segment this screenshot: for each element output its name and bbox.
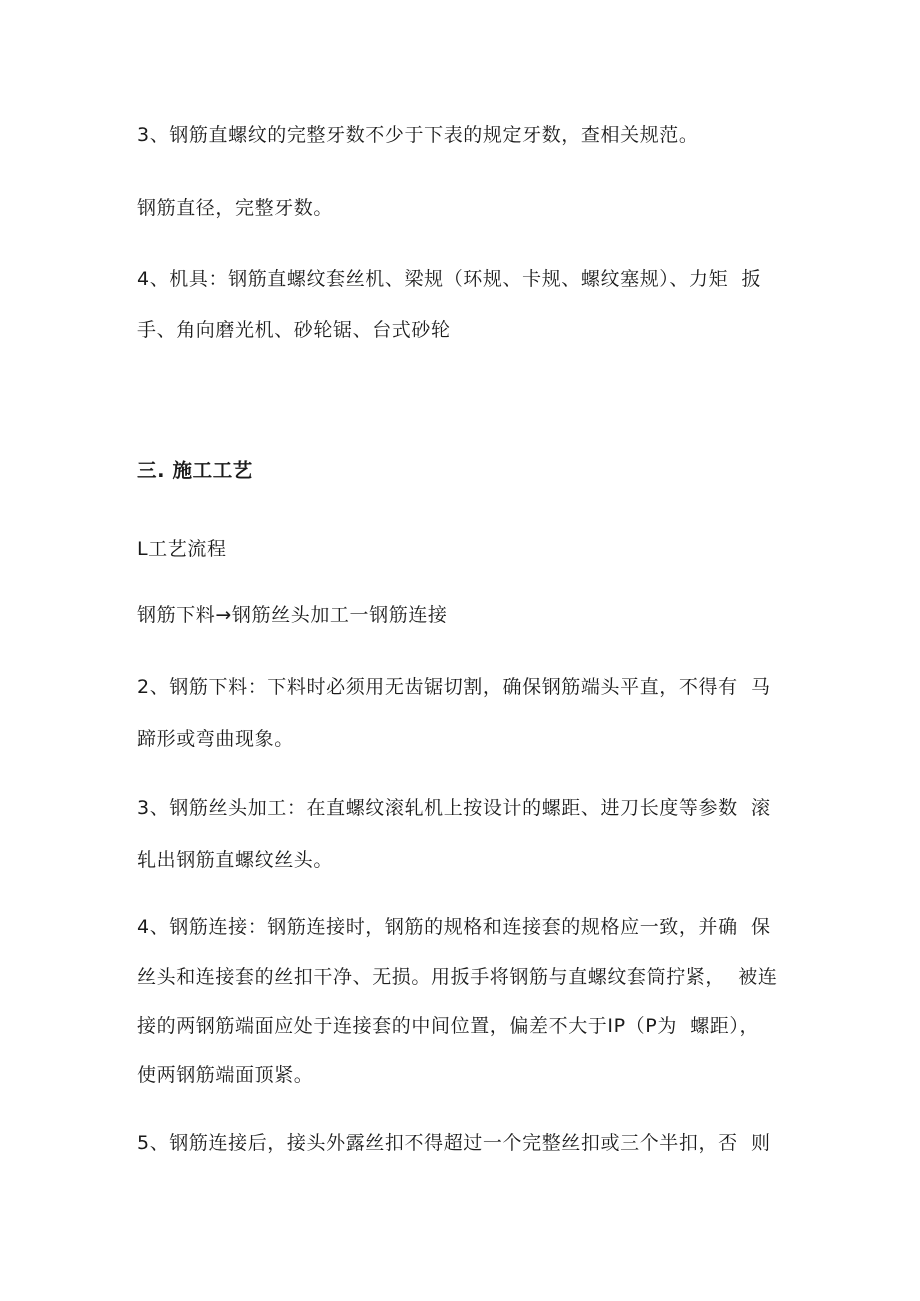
tools-line-1: 4、机具：钢筋直螺纹套丝机、梁规（环规、卡规、螺纹塞规）、力矩 扳: [137, 268, 762, 290]
cutting-line-1: 2、钢筋下料：下料时必须用无齿锯切割，确保钢筋端头平直，不得有 马: [137, 676, 771, 698]
diameter-thread-note: 钢筋直径，完整牙数。: [137, 197, 334, 219]
tools-line-2: 手、角向磨光机、砂轮锯、台式砂轮: [137, 319, 451, 341]
section-heading-construction-process: 三. 施工工艺: [137, 459, 253, 482]
connection-line-1: 4、钢筋连接：钢筋连接时，钢筋的规格和连接套的规格应一致，并确 保: [137, 916, 771, 938]
thread-processing-line-2: 轧出钢筋直螺纹丝头。: [137, 849, 334, 871]
thread-processing-line-1: 3、钢筋丝头加工：在直螺纹滚轧机上按设计的螺距、进刀长度等参数 滚: [137, 797, 771, 819]
connection-line-2: 丝头和连接套的丝扣干净、无损。用扳手将钢筋与直螺纹套筒拧紧， 被连: [137, 966, 778, 988]
connection-line-4: 使两钢筋端面顶紧。: [137, 1064, 314, 1086]
process-flow-title: L工艺流程: [137, 538, 227, 560]
process-flow-steps: 钢筋下料→钢筋丝头加工一钢筋连接: [137, 604, 448, 626]
post-connection-line-1: 5、钢筋连接后，接头外露丝扣不得超过一个完整丝扣或三个半扣，否 则: [137, 1132, 771, 1154]
connection-line-3: 接的两钢筋端面应处于连接套的中间位置，偏差不大于IP（P为 螺距），: [137, 1015, 760, 1037]
cutting-line-2: 蹄形或弯曲现象。: [137, 728, 294, 750]
thread-count-requirement: 3、钢筋直螺纹的完整牙数不少于下表的规定牙数，查相关规范。: [137, 124, 699, 146]
